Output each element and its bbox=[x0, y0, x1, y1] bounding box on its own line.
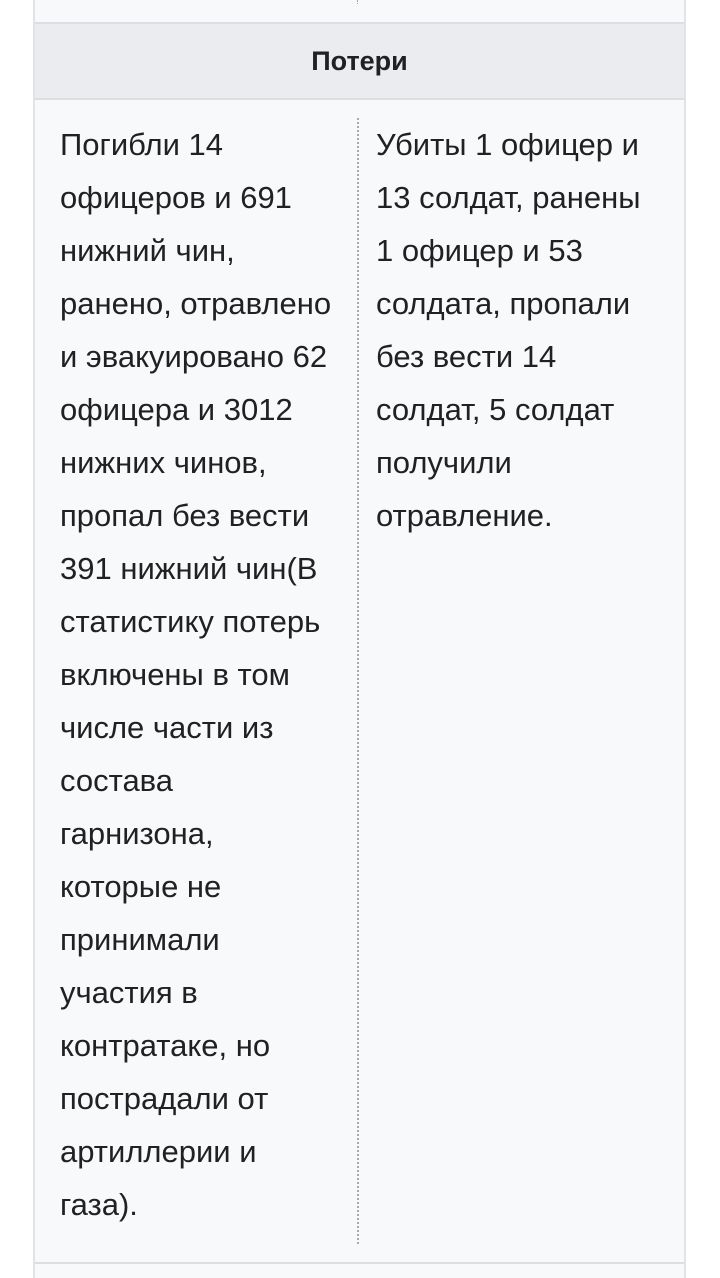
losses-left-line: артиллерии и bbox=[60, 1134, 257, 1169]
losses-left-line: контратаке, но bbox=[60, 1028, 271, 1063]
losses-left-line: и эвакуировано 62 bbox=[60, 339, 328, 374]
losses-cell-left bbox=[60, 118, 350, 1231]
losses-left-line: нижний чин, bbox=[60, 233, 235, 268]
losses-left-line: числе части из bbox=[60, 710, 274, 745]
section-title: Потери bbox=[311, 45, 408, 76]
losses-right-line: получили bbox=[376, 445, 512, 480]
losses-left-line: газа). bbox=[60, 1187, 138, 1222]
previous-row-remnant bbox=[35, 0, 684, 22]
losses-left-line: офицеров и 691 bbox=[60, 180, 292, 215]
losses-left-line: гарнизона, bbox=[60, 816, 214, 851]
losses-left-line: нижних чинов, bbox=[60, 445, 267, 480]
losses-right-line: 1 офицер и 53 bbox=[376, 233, 583, 268]
losses-left-line: статистику потерь bbox=[60, 604, 321, 639]
row-separator-bottom bbox=[35, 1262, 684, 1264]
losses-left-line: принимали bbox=[60, 922, 220, 957]
losses-left-line: включены в том bbox=[60, 657, 290, 692]
losses-left-line: пострадали от bbox=[60, 1081, 269, 1116]
infobox-table bbox=[33, 0, 686, 1278]
losses-right-line: солдат, 5 солдат bbox=[376, 392, 615, 427]
losses-left-line: пропал без вести bbox=[60, 498, 310, 533]
losses-right-line: отравление. bbox=[376, 498, 553, 533]
losses-left-line: Погибли 14 bbox=[60, 127, 224, 162]
losses-left-line: состава bbox=[60, 763, 174, 798]
losses-right-line: без вести 14 bbox=[376, 339, 557, 374]
losses-right-line: солдата, пропали bbox=[376, 286, 631, 321]
column-divider-top bbox=[357, 0, 358, 4]
losses-right-line: Убиты 1 офицер и bbox=[376, 127, 639, 162]
losses-left-line: 391 нижний чин(В bbox=[60, 551, 318, 586]
losses-cell-right bbox=[376, 118, 666, 542]
section-header-losses bbox=[35, 22, 684, 100]
losses-right-line: 13 солдат, ранены bbox=[376, 180, 641, 215]
losses-left-line: ранено, отравлено bbox=[60, 286, 332, 321]
losses-left-line: которые не bbox=[60, 869, 222, 904]
losses-left-line: участия в bbox=[60, 975, 198, 1010]
losses-left-line: офицера и 3012 bbox=[60, 392, 293, 427]
column-divider bbox=[357, 118, 359, 1244]
